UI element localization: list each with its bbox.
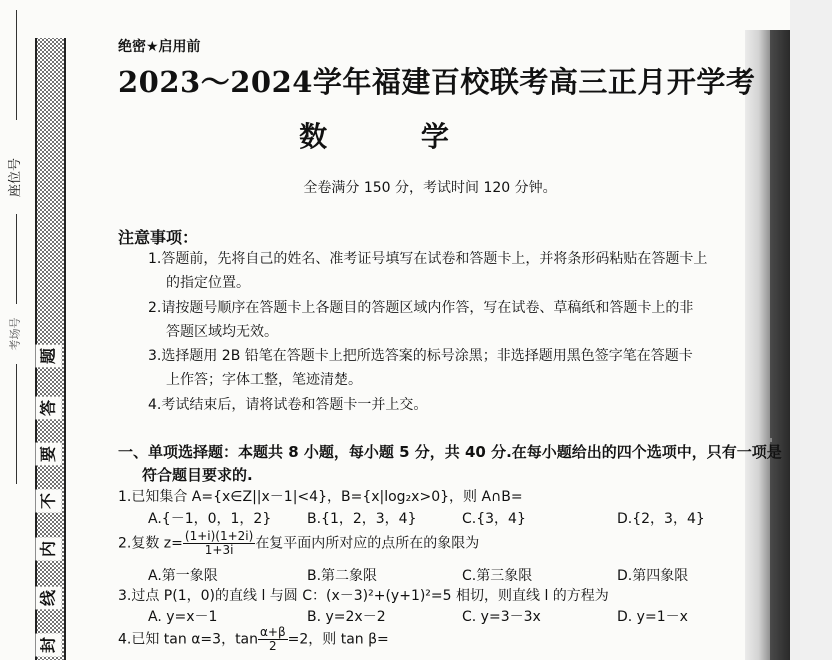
notice-line: 1.答题前，先将自己的姓名、准考证号填写在试卷和答题卡上，并将条形码粘贴在答题卡上 [148, 251, 708, 267]
binding-char: 要 [36, 443, 62, 466]
exam-room-line [16, 364, 17, 484]
notice-line-cont: 上作答；字体工整，笔迹清楚。 [166, 372, 362, 388]
question-3-stem: 3.过点 P(1，0)的直线 l 与圆 C：(x－3)²+(y+1)²=5 相切，则直线 l 的方程为 [118, 588, 609, 604]
question-4-prefix: 4.已知 tan α=3，tan [118, 631, 259, 648]
score-info: 全卷满分 150 分，考试时间 120 分钟。 [303, 180, 557, 196]
notice-item [148, 344, 693, 392]
question-2-prefix: 2.复数 z= [118, 535, 183, 552]
question-2-stem [118, 530, 479, 557]
notice-line: 3.选择题用 2B 铅笔在答题卡上把所选答案的标号涂黑；非选择题用黑色签字笔在答题卡 [148, 348, 693, 364]
scan-background [790, 0, 832, 660]
question-2-option-b: B.第二象限 [307, 568, 378, 584]
notice-line: 4.考试结束后，请将试卷和答题卡一并上交。 [148, 397, 428, 413]
question-3-option-b: B. y=2x－2 [307, 609, 386, 625]
notice-item [148, 393, 427, 417]
fraction-denominator: 1+3i [204, 543, 234, 557]
notice-heading: 注意事项： [118, 228, 199, 247]
question-2-option-a: A.第一象限 [148, 568, 218, 584]
question-1-option-a: A.{－1，0，1，2} [148, 511, 272, 527]
fraction-denominator: 2 [269, 639, 277, 653]
question-3-option-a: A. y=x－1 [148, 609, 218, 625]
question-3-option-d: D. y=1－x [617, 609, 688, 625]
question-1-option-c: C.{3，4} [462, 511, 526, 527]
binding-char: 答 [36, 397, 62, 420]
exam-room-label: 考场号 [8, 317, 22, 351]
seat-line-top [16, 10, 17, 120]
question-2-option-d: D.第四象限 [617, 568, 689, 584]
question-1-option-b: B.{1，2，3，4} [307, 511, 417, 527]
binding-char: 线 [36, 587, 62, 610]
notice-line: 2.请按题号顺序在答题卡上各题目的答题区域内作答，写在试卷、草稿纸和答题卡上的非 [148, 300, 694, 316]
binding-char: 封 [36, 634, 62, 657]
question-4-stem [118, 626, 389, 653]
notice-item [148, 296, 693, 344]
fraction-numerator: α+β [260, 625, 286, 639]
question-4-suffix: =2，则 tan β= [287, 631, 389, 648]
question-1-option-d: D.{2，3，4} [617, 511, 705, 527]
question-2-suffix: 在复平面内所对应的点所在的象限为 [255, 535, 480, 552]
question-2-fraction [183, 530, 255, 557]
subject-title: 数 学 [299, 120, 491, 153]
notice-line-cont: 答题区域均无效。 [166, 324, 278, 340]
notice-line-cont: 的指定位置。 [166, 275, 250, 291]
fraction-numerator: (1+i)(1+2i) [184, 529, 254, 543]
binding-char: 题 [36, 345, 62, 368]
question-1-stem: 1.已知集合 A={x∈Z||x－1|<4}，B={x|log₂x>0}，则 A∩B= [118, 489, 523, 505]
question-2-option-c: C.第三象限 [462, 568, 533, 584]
binding-char: 内 [36, 538, 62, 561]
secret-label: 绝密★启用前 [118, 39, 201, 55]
question-3-option-c: C. y=3－3x [462, 609, 541, 625]
section-line-cont: 符合题目要求的. [142, 466, 253, 484]
notice-item [148, 247, 707, 295]
binding-char: 不 [36, 490, 62, 513]
seat-number-label: 座位号 [8, 157, 24, 198]
section-line: 一、单项选择题：本题共 8 小题，每小题 5 分，共 40 分.在每小题给出的四个选项中，只有一项是 [118, 443, 782, 461]
question-4-fraction [258, 626, 288, 653]
exam-title: 2023～2024学年福建百校联考高三正月开学考 [118, 65, 756, 99]
seat-line-bottom [16, 214, 17, 304]
section-heading [118, 441, 782, 487]
